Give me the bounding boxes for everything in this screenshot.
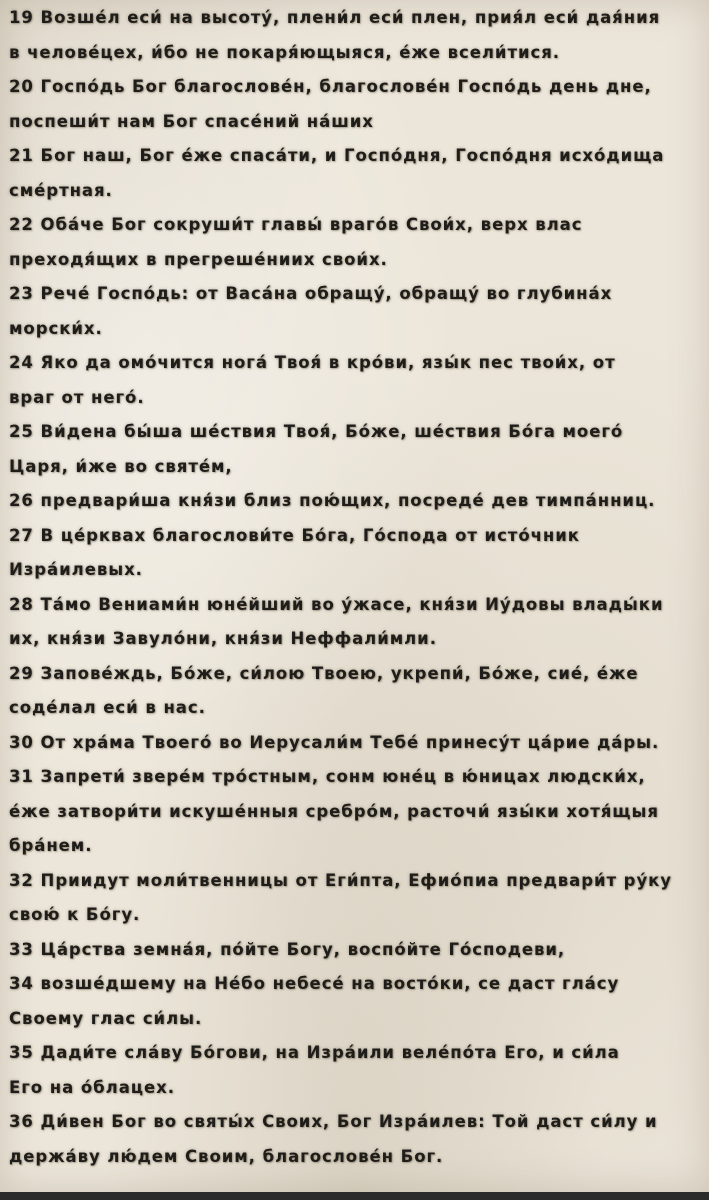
text-line: 28 Та́мо Вениами́н юне́йший во у́жасе, кня́зи Иу́довы влады́ки xyxy=(9,594,664,614)
text-line: 31 Запрети́ звере́м тро́стным, сонм юне́ц в ю́ницах людски́х, xyxy=(9,767,646,786)
text-line: держа́ву лю́дем Своим, благослове́н Бог. xyxy=(9,1146,444,1166)
text-line: 32 Приидут моли́твенницы от Еги́пта, Ефио́пиа предвари́т ру́ку xyxy=(9,870,672,890)
text-line: 30 От хра́ма Твоего́ во Иерусали́м Тебе́ принесу́т ца́рие да́ры. xyxy=(9,732,660,752)
text-line: 33 Ца́рства земна́я, по́йте Богу, воспо́йте Го́сподеви, xyxy=(9,939,566,959)
text-line: 21 Бог наш, Бог е́же спаса́ти, и Госпо́дня, Госпо́дня исхо́дища xyxy=(9,146,665,165)
text-line: их, кня́зи Завуло́ни, кня́зи Неффали́мли. xyxy=(9,629,437,648)
text-line: в челове́цех, и́бо не покаря́ющыяся, е́же всели́тися. xyxy=(9,42,560,62)
text-line: соде́лал еси́ в нас. xyxy=(9,698,206,717)
text-line: Его на о́блацех. xyxy=(9,1077,175,1097)
text-line: поспеши́т нам Бог спасе́ний на́ших xyxy=(9,111,374,131)
text-line: враг от него́. xyxy=(9,387,145,407)
text-line: 27 В це́рквах благослови́те Бо́га, Го́спода от исто́чник xyxy=(9,525,580,545)
text-line: сме́ртная. xyxy=(9,180,113,200)
text-line: Изра́илевых. xyxy=(9,560,143,579)
text-line: бра́нем. xyxy=(9,836,93,855)
text-line: морски́х. xyxy=(9,318,103,338)
text-line: Своему глас си́лы. xyxy=(9,1008,203,1028)
text-line: е́же затвори́ти искуше́нныя сребро́м, расточи́ язы́ки хотя́щыя xyxy=(9,801,659,821)
text-line: Царя, и́же во святе́м, xyxy=(9,456,233,476)
text-line: 23 Рече́ Госпо́дь: от Васа́на обращу́, обращу́ во глубина́х xyxy=(9,284,613,303)
text-line: 25 Ви́дена бы́ша ше́ствия Твоя́, Бо́же, ше́ствия Бо́га моего́ xyxy=(9,422,624,441)
text-line: 24 Яко да омо́чится нога́ Твоя́ в кро́ви, язы́к пес твои́х, от xyxy=(9,353,616,372)
text-line: 29 Запове́ждь, Бо́же, си́лою Твоею, укрепи́, Бо́же, сие́, е́же xyxy=(9,663,639,683)
text-line: 36 Ди́вен Бог во святы́х Своих, Бог Изра́илев: Той даст си́лу и xyxy=(9,1112,658,1131)
text-line: 26 предвари́ша кня́зи близ пою́щих, посреде́ дев тимпа́нниц. xyxy=(9,491,656,510)
text-line: 34 возше́дшему на Не́бо небесе́ на восто́ки, се даст гла́су xyxy=(9,974,620,993)
text-line: преходя́щих в прегреше́ниих свои́х. xyxy=(9,249,388,269)
text-line: свою́ к Бо́гу. xyxy=(9,905,141,924)
text-line: 19 Возше́л еси́ на высоту́, плени́л еси́ плен, прия́л еси́ дая́ния xyxy=(9,8,661,27)
text-line: 22 Оба́че Бог сокруши́т главы́ враго́в Свои́х, верх влас xyxy=(9,215,583,234)
text-line: 35 Дади́те сла́ву Бо́гови, на Изра́или веле́по́та Его, и си́ла xyxy=(9,1043,620,1062)
text-line: 20 Госпо́дь Бог благослове́н, благослове́н Госпо́дь день дне, xyxy=(9,77,652,96)
